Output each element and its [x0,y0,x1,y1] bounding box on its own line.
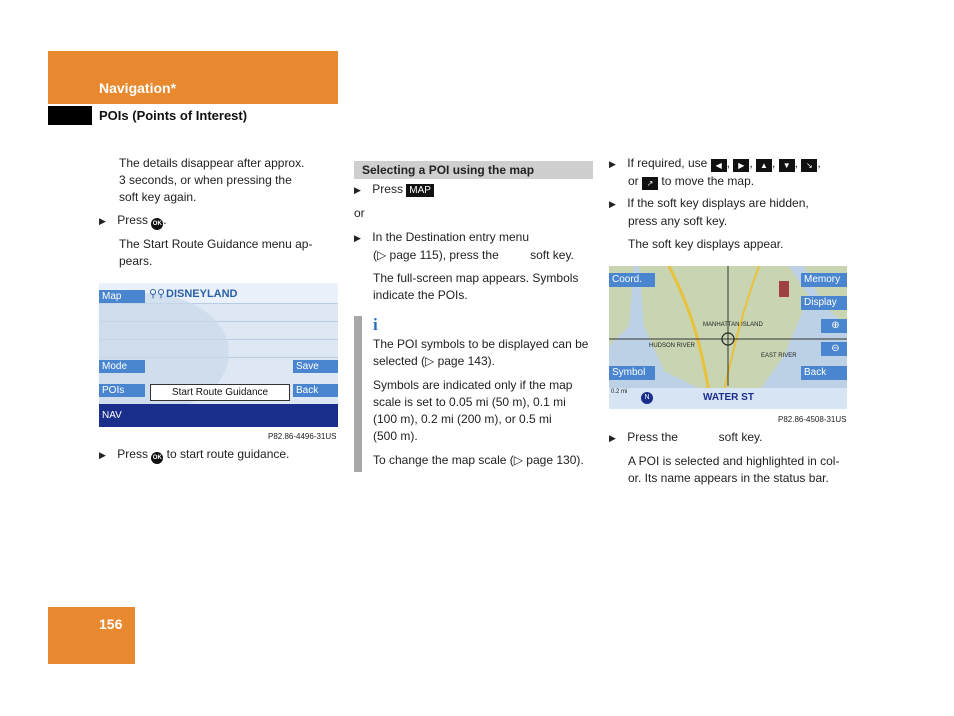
map-soft-key[interactable]: Map [99,290,145,303]
pois-soft-key[interactable]: POIs [99,384,145,397]
start-route-screen [99,283,338,427]
save-soft-key[interactable]: Save [293,360,338,373]
section-title: POIs (Points of Interest) [99,108,248,123]
start-route-guidance-item[interactable]: Start Route Guidance [150,384,290,401]
bullet-arrow-icon: ▶ [99,450,106,460]
poi-pin-icon: ⚲⚲ [149,288,166,300]
ok-button-icon: OK [151,218,163,230]
bullet-arrow-icon: ▶ [354,233,361,243]
step-press-ok: ▶ Press OK . [99,212,167,230]
arrow-left-key-icon: ◀ [711,159,727,172]
scale-label: 0.2 mi [611,389,628,395]
paragraph-start-route: The Start Route Guidance menu ap- pears. [119,237,313,268]
info-icon: i [373,315,378,334]
arrow-down-key-icon: ▼ [779,159,795,172]
bullet-arrow-icon: ▶ [609,433,616,443]
map-status-bar [609,388,847,409]
map-screen [609,266,847,409]
zoom-out-icon[interactable]: ⊖ [821,342,847,356]
figure-caption-map: P82.86-4508-31US [778,415,847,424]
zoom-in-icon[interactable]: ⊕ [821,319,847,333]
map-key-icon: MAP [406,184,434,197]
note-text: The POI symbols to be displayed can be selected (▷ page 143). Symbols are indicated only if the map scale is set to 0.05 mi (50 m), 0.1 mi (100 m), 0.2 mi (200 m), or 0.5 mi (500 m). To change the map scale (▷ page 130). [373,337,589,467]
or-text: or [354,206,365,220]
step-start-guidance: ▶ Press OK to start route guidance. [99,446,289,464]
note-bar [354,316,362,472]
section-marker [48,106,92,125]
paragraph-poi-selected: A POI is selected and highlighted in col- or. Its name appears in the status bar. [628,454,840,485]
coord-soft-key[interactable]: Coord. [609,273,655,287]
compass-icon: N [641,392,653,404]
arrow-right-key-icon: ▶ [733,159,749,172]
paragraph-softkeys-appear: The soft key displays appear. [628,237,784,251]
bullet-arrow-icon: ▶ [99,216,106,226]
arrow-diagonal-up-key-icon: ↗ [642,177,658,190]
bullet-arrow-icon: ▶ [609,159,616,169]
street-name: WATER ST [703,392,754,403]
arrow-diagonal-key-icon: ↘ [801,159,817,172]
ok-button-icon: OK [151,452,163,464]
memory-soft-key[interactable]: Memory [801,273,847,287]
map-label-hudson: HUDSON RIVER [649,343,696,349]
bullet-arrow-icon: ▶ [354,185,361,195]
paragraph-details: The details disappear after approx. 3 seconds, or when pressing the soft key again. [119,156,305,204]
paragraph-full-screen-map: The full-screen map appears. Symbols indicate the POIs. [373,271,579,302]
symbol-soft-key[interactable]: Symbol [609,366,655,380]
arrow-up-key-icon: ▲ [756,159,772,172]
chapter-header-bar [48,51,338,104]
chapter-title: Navigation* [99,80,177,96]
section-heading: Selecting a POI using the map [354,161,593,179]
poi-name: DISNEYLAND [166,288,238,300]
back-soft-key[interactable]: Back [293,384,338,397]
step-destination-menu: ▶ In the Destination entry menu (▷ page 115), press the soft key. [354,230,574,262]
display-soft-key[interactable]: Display [801,296,847,310]
mode-soft-key[interactable]: Mode [99,360,145,373]
status-bar: NAV [99,404,338,427]
map-label-east-river: EAST RIVER [761,353,797,359]
step-press-symbol: ▶ Press the soft key. [609,430,763,444]
figure-caption: P82.86-4496-31US [268,432,337,441]
bullet-arrow-icon: ▶ [609,199,616,209]
map-label-manhattan: MANHATTAN ISLAND [703,322,763,328]
step-move-map: ▶ If required, use ◀ , ▶ , ▲ , ▼ , ↘ , or ↗ to move the map. [609,156,821,188]
step-softkeys-hidden: ▶ If the soft key displays are hidden, press any soft key. [609,196,809,228]
step-press-map: ▶ Press MAP [354,181,434,199]
back-soft-key[interactable]: Back [801,366,847,380]
page-number: 156 [99,616,123,632]
